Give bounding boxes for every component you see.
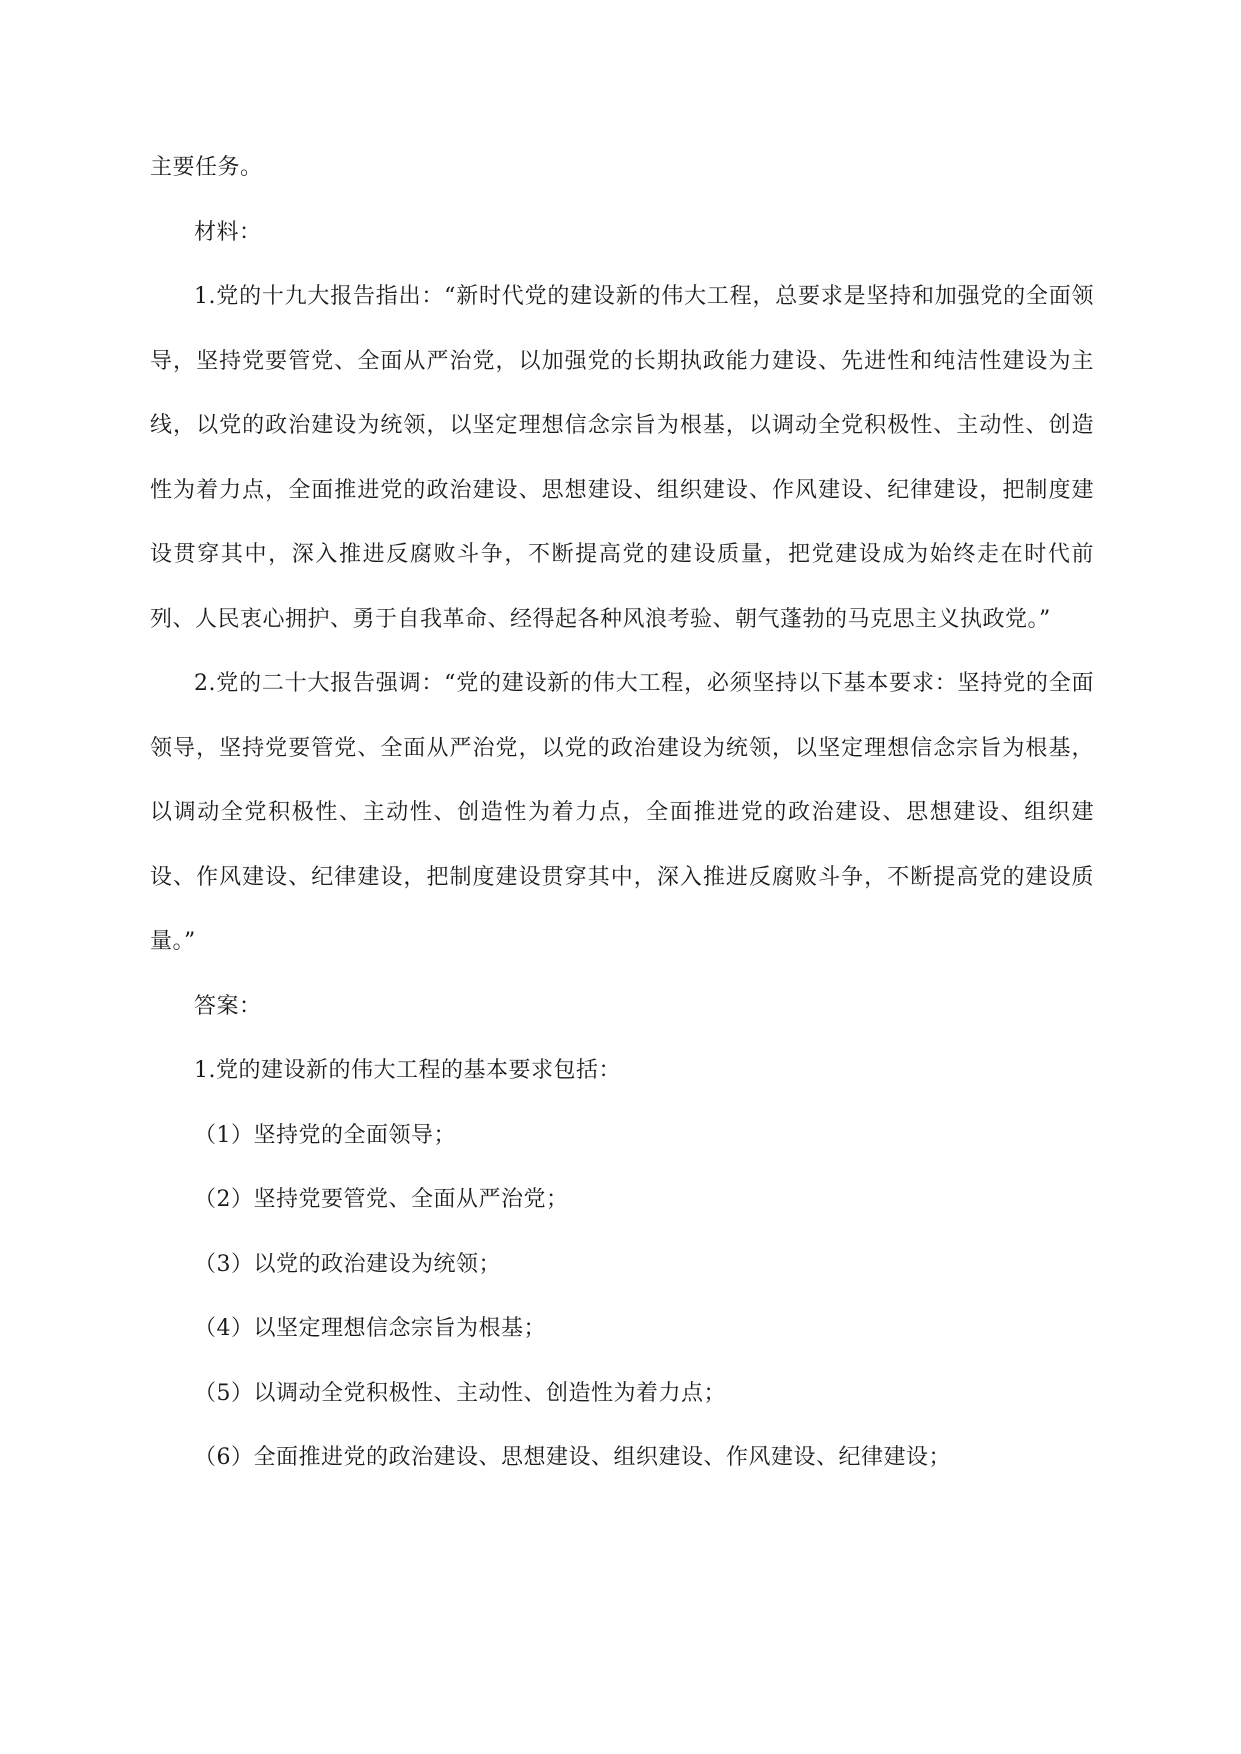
list-item: （2）坚持党要管党、全面从严治党； bbox=[194, 1187, 569, 1212]
paragraph-material-2: 2.党的二十大报告强调：“党的建设新的伟大工程，必须坚持以下基本要求：坚持党的全面领导，坚持党要管党、全面从严治党，以党的政治建设为统领，以坚定理想信念宗旨为根基，以调动全党积极性、主动性、创造性为着力点，全面推进党的政治建设、思想建设、组织建设、作风建设、纪律建设，把制度建设贯穿其中，深入推进反腐败斗争，不断提高党的建设质量。” bbox=[150, 671, 1094, 954]
list-item: （6）全面推进党的政治建设、思想建设、组织建设、作风建设、纪律建设； bbox=[194, 1445, 951, 1470]
paragraph-material-1: 1.党的十九大报告指出：“新时代党的建设新的伟大工程，总要求是坚持和加强党的全面领导，坚持党要管党、全面从严治党，以加强党的长期执政能力建设、先进性和纯洁性建设为主线，以党的政治建设为统领，以坚定理想信念宗旨为根基，以调动全党积极性、主动性、创造性为着力点，全面推进党的政治建设、思想建设、组织建设、作风建设、纪律建设，把制度建设贯穿其中，深入推进反腐败斗争，不断提高党的建设质量，把党建设成为始终走在时代前列、人民衷心拥护、勇于自我革命、经得起各种风浪考验、朝气蓬勃的马克思主义执政党。” bbox=[150, 284, 1094, 632]
list-item: （3）以党的政治建设为统领； bbox=[194, 1251, 501, 1277]
paragraph-answer-1: 1.党的建设新的伟大工程的基本要求包括： bbox=[194, 1058, 621, 1083]
paragraph-answer-heading: 答案： bbox=[194, 993, 262, 1019]
list-item: （5）以调动全党积极性、主动性、创造性为着力点； bbox=[194, 1380, 726, 1406]
list-item: （4）以坚定理想信念宗旨为根基； bbox=[194, 1316, 546, 1341]
paragraph-main-tasks: 主要任务。 bbox=[150, 155, 263, 180]
document-body bbox=[150, 136, 1094, 1491]
paragraph-material-heading: 材料： bbox=[194, 219, 262, 245]
list-item: （1）坚持党的全面领导； bbox=[194, 1122, 456, 1148]
